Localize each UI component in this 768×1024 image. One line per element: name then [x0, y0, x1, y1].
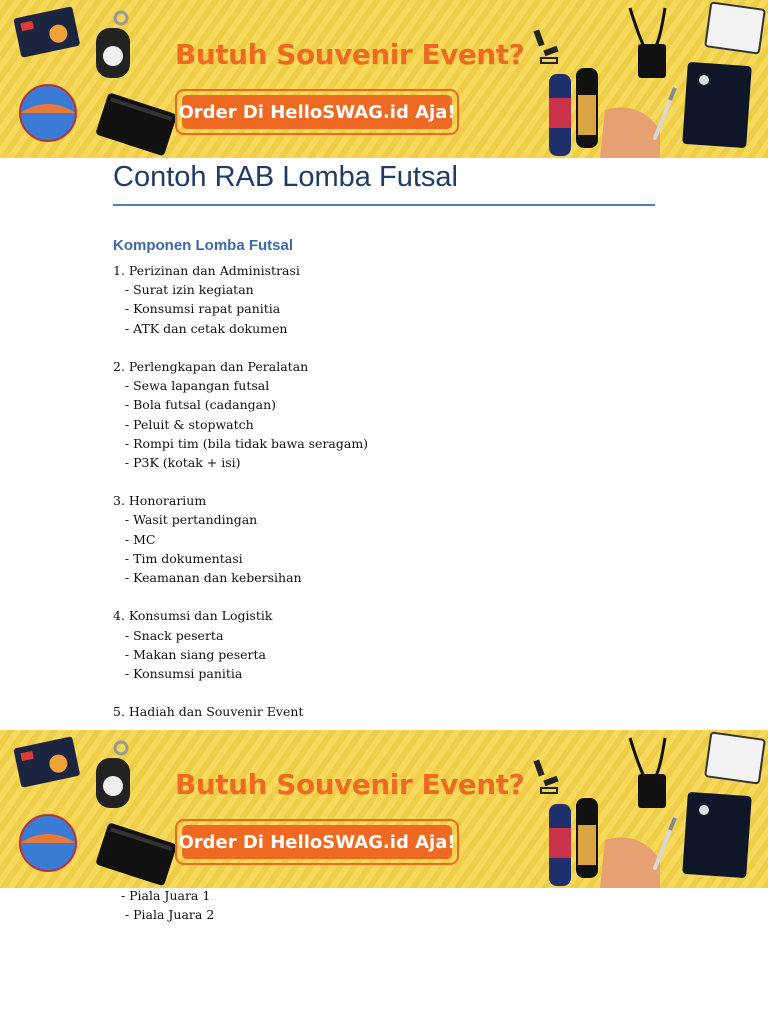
umbrella-icon — [20, 85, 76, 141]
list-line: - Konsumsi panitia — [113, 665, 243, 681]
list-line: - Tim dokumentasi — [113, 550, 243, 566]
bottle-icon — [549, 798, 598, 886]
hand-icon — [600, 108, 660, 159]
umbrella-icon — [20, 815, 76, 871]
notebook-icon — [682, 732, 765, 878]
keychain-icon — [96, 12, 130, 78]
pen-icon — [655, 818, 675, 868]
hand-icon — [600, 838, 660, 889]
pen-icon — [655, 88, 675, 138]
list-line: - Konsumsi rapat panitia — [113, 301, 281, 317]
business-card-icon — [13, 736, 80, 788]
list-line: - Wasit pertandingan — [113, 512, 258, 528]
list-line — [113, 472, 368, 491]
promo-banner-bottom[interactable] — [0, 730, 768, 888]
notebook-icon — [682, 2, 765, 148]
title-divider — [113, 204, 655, 206]
document-title: Contoh RAB Lomba Futsal — [113, 161, 458, 193]
list-line: 4. Konsumsi dan Logistik — [113, 608, 273, 624]
order-cta-label: Order Di HelloSWAG.id Aja! — [182, 95, 452, 129]
promo-banner-top[interactable] — [0, 0, 768, 158]
list-line: - Piala Juara 1 — [113, 888, 211, 903]
order-cta-label: Order Di HelloSWAG.id Aja! — [182, 825, 452, 859]
order-cta-button[interactable] — [175, 89, 459, 135]
list-line: 5. Hadiah dan Souvenir Event — [113, 704, 304, 720]
list-line: - Bola futsal (cadangan) — [113, 397, 277, 413]
list-line — [113, 338, 368, 357]
list-line — [113, 587, 368, 606]
list-line: - MC — [113, 531, 156, 547]
keychain-icon — [96, 742, 130, 808]
wallet-icon — [95, 822, 177, 886]
list-line: - Rompi tim (bila tidak bawa seragam) — [113, 435, 369, 451]
list-line: - Snack peserta — [113, 627, 224, 643]
list-line: - Keamanan dan kebersihan — [113, 570, 302, 585]
list-line: 1. Perizinan dan Administrasi — [113, 263, 300, 278]
list-line: - ATK dan cetak dokumen — [113, 320, 288, 336]
list-line: - Sewa lapangan futsal — [113, 378, 270, 394]
list-line: - Peluit & stopwatch — [113, 416, 254, 432]
component-list — [113, 261, 368, 722]
list-line: - Piala Juara 2 — [113, 907, 215, 923]
list-line: - P3K (kotak + isi) — [113, 454, 241, 470]
prize-list — [113, 886, 214, 924]
business-card-icon — [13, 6, 80, 58]
list-line — [113, 683, 368, 702]
list-line: - Makan siang peserta — [113, 646, 266, 662]
list-line: 3. Honorarium — [113, 493, 207, 509]
list-line: - Surat izin kegiatan — [113, 282, 254, 298]
banner-headline: Butuh Souvenir Event? — [175, 768, 525, 801]
lanyard-icon — [630, 738, 666, 808]
exclaim-marks-icon — [533, 29, 558, 63]
order-cta-button[interactable] — [175, 819, 459, 865]
exclaim-marks-icon — [533, 759, 558, 793]
wallet-icon — [95, 92, 177, 156]
section-heading: Komponen Lomba Futsal — [113, 237, 293, 254]
banner-headline: Butuh Souvenir Event? — [175, 38, 525, 71]
list-line: 2. Perlengkapan dan Peralatan — [113, 358, 309, 374]
lanyard-icon — [630, 8, 666, 78]
bottle-icon — [549, 68, 598, 156]
